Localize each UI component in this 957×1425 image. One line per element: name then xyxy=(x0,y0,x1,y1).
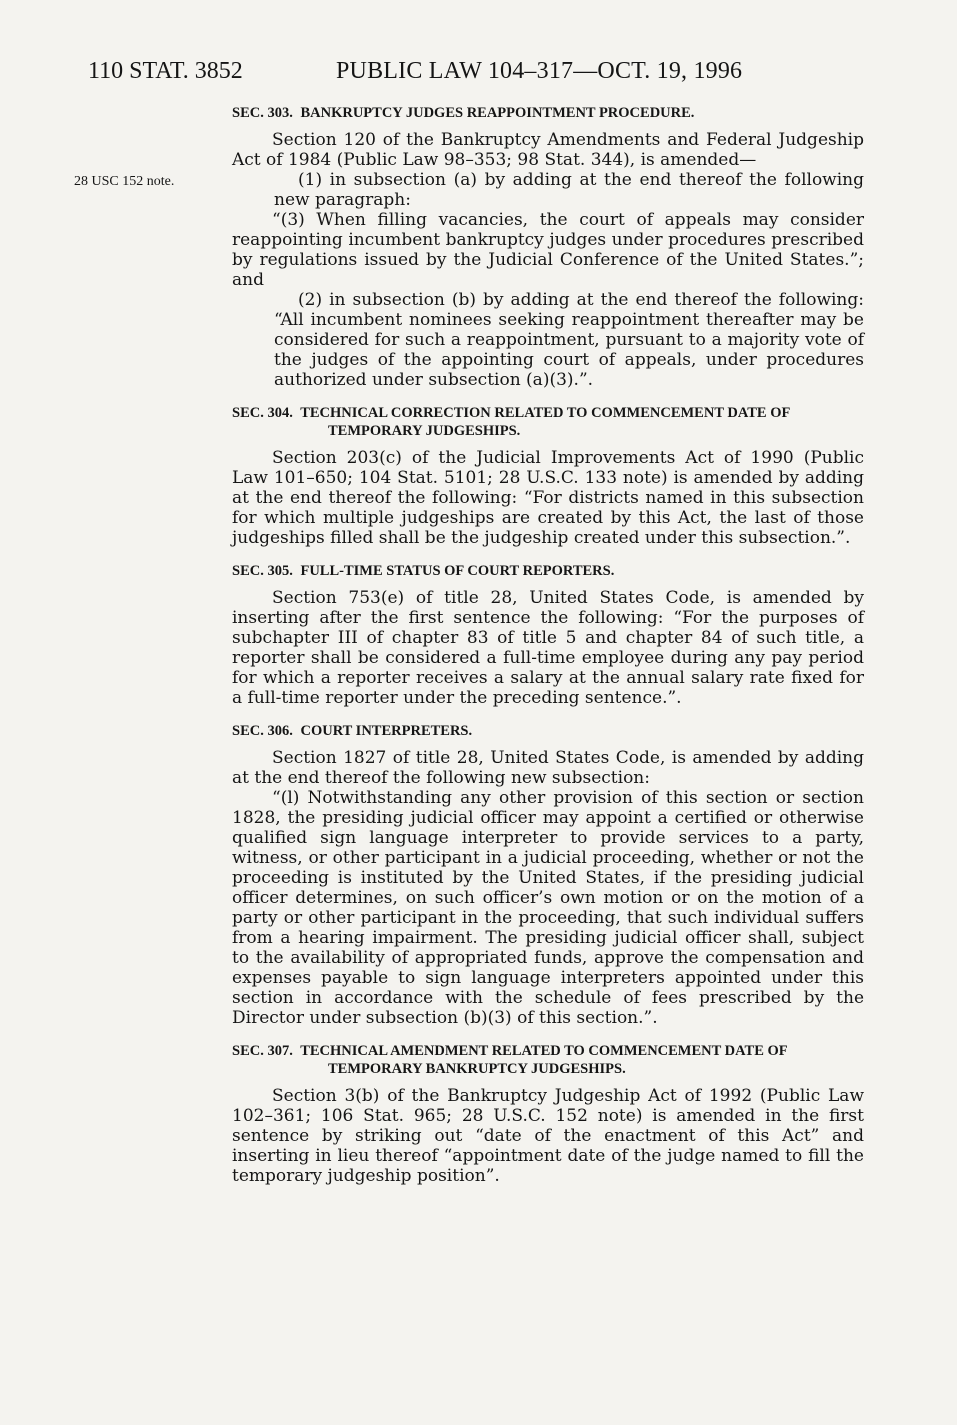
subsection-item-1: (1) in subsection (a) by adding at the end thereof the following new paragraph: xyxy=(274,170,864,210)
section-intro: Section 1827 of title 28, United States Code, is amended by adding at the end thereof the following new subsection: xyxy=(232,748,864,788)
section-307 xyxy=(232,1042,864,1186)
section-title: TECHNICAL AMENDMENT RELATED TO COMMENCEMENT DATE OF TEMPORARY BANKRUPTCY JUDGESHIPS. xyxy=(300,1043,788,1077)
section-305 xyxy=(232,562,864,708)
page-header xyxy=(88,58,768,98)
section-heading xyxy=(232,1042,864,1078)
section-text: Section 753(e) of title 28, United States Code, is amended by inserting after the first sentence the following: “For the purposes of subchapter III of chapter 83 of title 5 and chapter 84 of such title, a reporter shall be considered a full-time employee during any pay period for which a reporter receives a salary at the annual salary rate fixed for a full-time reporter under the preceding sentence.”. xyxy=(232,588,864,708)
section-number: SEC. 307. xyxy=(232,1043,293,1059)
section-heading xyxy=(232,722,864,740)
section-306 xyxy=(232,722,864,1028)
section-heading xyxy=(232,104,864,122)
section-number: SEC. 304. xyxy=(232,405,293,421)
quoted-paragraph: “(3) When filling vacancies, the court of appeals may consider reappointing incumbent bankruptcy judges under procedures prescribed by regulations issued by the Judicial Conference of the United States.”; and xyxy=(232,210,864,290)
stat-citation: 110 STAT. 3852 xyxy=(88,58,243,84)
section-title: COURT INTERPRETERS. xyxy=(300,723,473,739)
section-title: FULL-TIME STATUS OF COURT REPORTERS. xyxy=(300,563,615,579)
quoted-subsection: “(l) Notwithstanding any other provision of this section or section 1828, the presiding judicial officer may appoint a certified or otherwise qualified sign language interpreter to provide services to a party, witness, or other participant in a judicial proceeding, whether or not the proceeding is instituted by the United States, if the presiding judicial officer determines, on such officer’s own motion or on the motion of a party or other participant in the proceeding, that such individual suffers from a hearing impairment. The presiding judicial officer shall, subject to the availability of appropriated funds, approve the compensation and expenses payable to sign language interpreters appointed under this section in accordance with the schedule of fees prescribed by the Director under subsection (b)(3) of this section.”. xyxy=(232,788,864,1028)
section-heading xyxy=(232,562,864,580)
section-title: BANKRUPTCY JUDGES REAPPOINTMENT PROCEDURE. xyxy=(300,105,695,121)
section-intro: Section 120 of the Bankruptcy Amendments and Federal Judgeship Act of 1984 (Public Law 98–353; 98 Stat. 344), is amended— xyxy=(232,130,864,170)
section-number: SEC. 305. xyxy=(232,563,293,579)
section-number: SEC. 306. xyxy=(232,723,293,739)
section-heading xyxy=(232,404,864,440)
section-text: Section 3(b) of the Bankruptcy Judgeship Act of 1992 (Public Law 102–361; 106 Stat. 965; 28 U.S.C. 152 note) is amended in the first sentence by striking out “date of the enactment of this Act” and inserting in lieu thereof “appointment date of the judge named to fill the temporary judgeship position”. xyxy=(232,1086,864,1186)
public-law-title: PUBLIC LAW 104–317—OCT. 19, 1996 xyxy=(336,58,743,84)
margin-note: 28 USC 152 note. xyxy=(74,174,175,189)
section-303 xyxy=(232,104,864,390)
section-number: SEC. 303. xyxy=(232,105,293,121)
section-304 xyxy=(232,404,864,548)
document-body xyxy=(232,104,864,1186)
section-text: Section 203(c) of the Judicial Improvements Act of 1990 (Public Law 101–650; 104 Stat. 5101; 28 U.S.C. 133 note) is amended by adding at the end thereof the following: “For districts named in this subsection for which multiple judgeships are created by this Act, the last of those judgeships filled shall be the judgeship created under this subsection.”. xyxy=(232,448,864,548)
subsection-item-2: (2) in subsection (b) by adding at the end thereof the following: “All incumbent nominees seeking reappointment thereafter may be considered for such a reappointment, pursuant to a majority vote of the judges of the appointing court of appeals, under procedures authorized under subsection (a)(3).”. xyxy=(274,290,864,390)
section-title: TECHNICAL CORRECTION RELATED TO COMMENCEMENT DATE OF TEMPORARY JUDGESHIPS. xyxy=(300,405,790,439)
